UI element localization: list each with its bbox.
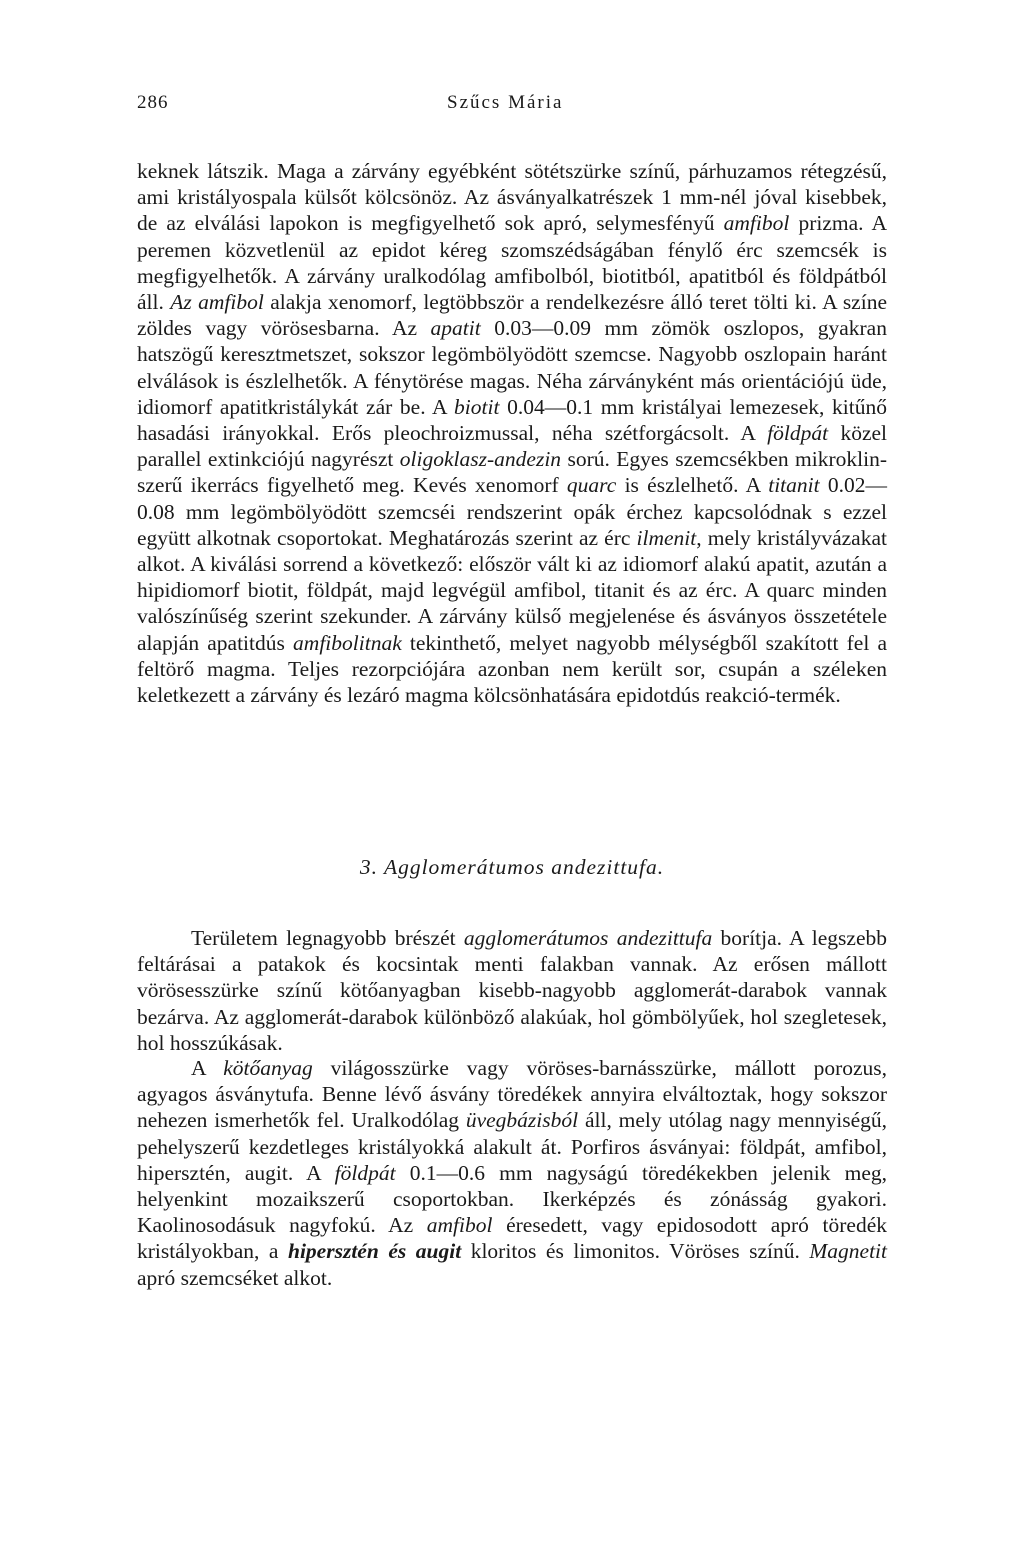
section-heading: 3. Agglomerátumos andezittufa. xyxy=(359,855,665,879)
text-run: keknek látszik. Maga a zárvány egyébként sötétszürke színű, párhuzamos rétegzésű, ami kristályospala külsőt kölcsönöz. Az ásványalkatrészek 1 mm-nél jóval kisebbek, de az elválási lapokon is megfigyelhető sok apró, selymesfényű xyxy=(137,159,887,236)
text-run: 0.02—0.08 mm legömbölyödött szemcséi rendszerint opák érchez kapcsolódnak s ezzel együtt alkotnak csoportokat. Meghatározás szerint az érc xyxy=(137,473,888,550)
text-run: A xyxy=(191,1056,224,1080)
text-run: 0.04—0.1 mm kristályai lemezesek, kitűnő hasadási irányokkal. Erős pleochroizmussal, néha szétforgácsolt. A xyxy=(137,394,887,446)
text-run: tekinthető, melyet nagyobb mélységből szakított fel a feltörő magma. Teljes rezorpciójára azonban nem került sor, csupán a széleken keletkezett a zárvány és lezáró magma kölcsönhatására epidotdús reakció-termék. xyxy=(137,630,888,708)
emphasized-term: agglomerátumos andezittufa xyxy=(463,926,713,950)
paragraph-text xyxy=(137,158,887,708)
text-run: , mely kristályvázakat alkot. A kiválási sorrend a következő: először vált ki az idiomorf alakú apatit, azután a hipidiomorf biotit, földpát, majd legvégül amfibol, titanit és az érc. A quarc minden valószínűség szerint szekunder. A zárvány külső megjelenése és ásványos összetétele alapján apatitdús xyxy=(137,525,887,655)
text-run: áll, mely utólag nagy mennyiségű, pehelyszerű kezdetleges kristályokká alakult át. Porfiros ásványai: földpát, amfibol, hipersztén, augit. A xyxy=(137,1108,887,1185)
emphasized-term: apatit xyxy=(430,316,481,341)
emphasized-term: üvegbázisból xyxy=(465,1108,579,1133)
text-run: 0.1—0.6 mm nagyságú töredékekben jelenik meg, helyenkint mozaikszerű csoportokban. Ikerképzés és zónásság gyakori. Kaolinosodásuk nagyfokú. Az xyxy=(137,1160,887,1238)
paragraph-kotoanyag xyxy=(137,1055,887,1291)
text-run: éresedett, vagy epidosodott apró töredék kristályokban, a xyxy=(137,1213,887,1264)
emphasized-term: amfibol xyxy=(723,211,790,236)
paragraph-andezittufa-intro xyxy=(137,925,887,1056)
text-run: borítja. A legszebb feltárásai a patakok és kocsintak menti falakban vannak. Az erősen mállott vörösesszürke színű kötőanyagban kisebb-nagyobb agglomerát-darabok vannak bezárva. Az agglomerát-darabok különböző alakúak, hol gömbölyűek, hol szegletesek, hol hosszúkásak. xyxy=(137,926,887,1055)
text-run: prizma. A peremen közvetlenül az epidot kéreg szomszédságában fénylő érc szemcsék is megfigyelhetők. A zárvány uralkodólag amfibolból, biotitból, apatitból és földpátból áll. xyxy=(137,211,887,315)
emphasized-term: augit xyxy=(415,1239,462,1264)
emphasized-term: ilmenit xyxy=(636,525,697,550)
page-header xyxy=(137,92,887,122)
emphasized-term: oligoklasz-andezin xyxy=(399,447,562,472)
emphasized-term: hipersztén xyxy=(288,1239,379,1264)
running-head-author: Szűcs Mária xyxy=(447,92,564,113)
emphasized-term: földpát xyxy=(767,421,829,446)
text-run: világosszürke vagy vöröses-barnásszürke, mállott porozus, agyagos ásványtufa. Benne lévő ásvány töredékek annyira elváltoztak, hogy sokszor nehezen ismerhetők fel. Uralkodólag xyxy=(137,1056,888,1133)
paragraph-text xyxy=(137,925,887,1056)
text-run: is észlelhető. A xyxy=(616,473,769,498)
emphasized-term: földpát xyxy=(334,1160,396,1185)
text-run: Területem legnagyobb brészét xyxy=(191,926,464,950)
paragraph-zarvany-description xyxy=(137,158,887,708)
text-run: közel parallel extinkciójú nagyrészt xyxy=(137,421,887,472)
emphasized-term: quarc xyxy=(566,473,617,498)
emphasized-term: Magnetit xyxy=(809,1239,887,1264)
emphasized-term: és xyxy=(378,1239,416,1264)
text-run: apró szemcséket alkot. xyxy=(137,1265,333,1290)
emphasized-term: biotit xyxy=(454,394,500,419)
emphasized-term: amfibol xyxy=(426,1213,493,1238)
emphasized-term: titanit xyxy=(768,473,820,498)
text-run: kloritos és limonitos. Vöröses színű. xyxy=(461,1239,810,1264)
paragraph-text xyxy=(137,1055,887,1291)
emphasized-term: Az amfibol xyxy=(170,290,264,315)
emphasized-term: amfibolitnak xyxy=(293,630,402,655)
text-run: sorú. Egyes szemcsékben mikroklin-szerű ikerrács figyelhető meg. Kevés xenomorf xyxy=(137,447,887,498)
text-run: 0.03—0.09 mm zömök oszlopos, gyakran hatszögű keresztmetszet, sokszor legömbölyödött szemcse. Nagyobb oszlopain haránt elválások is észlelhetők. A fénytörése magas. Néha zárványként más orientációjú üde, idiomorf apatitkristálykát zár be. A xyxy=(137,316,887,419)
text-run: alakja xenomorf, legtöbbször a rendelkezésre álló teret tölti ki. A színe zöldes vagy vörösesbarna. Az xyxy=(137,290,887,341)
page-number: 286 xyxy=(137,92,169,113)
emphasized-term: kötőanyag xyxy=(223,1056,313,1080)
